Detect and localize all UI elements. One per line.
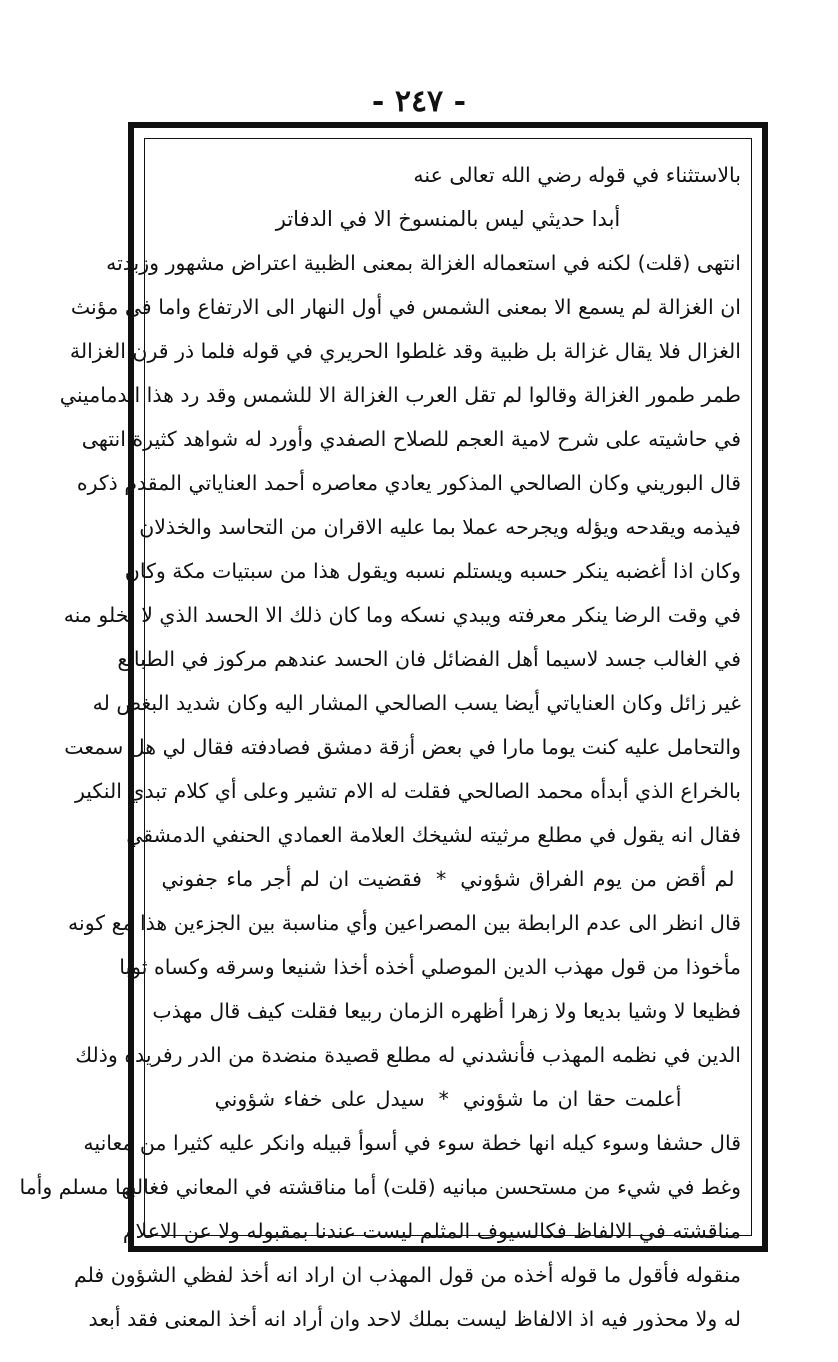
verse-line: أبدا حديثي ليس بالمنسوخ الا في الدفاتر: [275, 207, 621, 231]
verse-hemistich-second: فقضيت ان لم أجر ماء جفوني: [161, 867, 422, 891]
text-line: قال انظر الى عدم الرابطة بين المصراعين وأي مناسبة بين الجزءين هذا مع كونه: [68, 911, 741, 935]
text-line: قال حشفا وسوء كيله انها خطة سوء في أسوأ قبيله وانكر عليه كثيرا من معانيه: [83, 1131, 741, 1155]
text-line: في حاشيته على شرح لامية العجم للصلاح الصفدي وأورد له شواهد كثيرة انتهى: [81, 427, 741, 451]
text-line: انتهى (قلت) لكنه في استعماله الغزالة بمعنى الظبية اعتراض مشهور وزبدته: [106, 251, 741, 275]
verse-hemistich-first: أعلمت حقا ان ما شؤوني: [462, 1087, 682, 1111]
verse-line: [155, 857, 741, 901]
text-line: منقوله فأقول ما قوله أخذه من قول المهذب ان اراد انه أخذ لفظي الشؤون فلم: [73, 1263, 741, 1287]
text-line: طمر طمور الغزالة وقالوا لم تقل العرب الغزالة الا للشمس وقد رد هذا الدماميني: [59, 383, 741, 407]
text-line: ان الغزالة لم يسمع الا بمعنى الشمس في أول النهار الى الارتفاع واما في مؤنث: [70, 295, 741, 319]
text-line: الدين في نظمه المهذب فأنشدني له مطلع قصيدة منضدة من الدر رفريده وذلك: [75, 1043, 741, 1067]
inner-border: [19, 138, 752, 1331]
text-line: بالخراع الذي أبدأه محمد الصالحي فقلت له الام تشير وعلى أي كلام تبدي النكير: [74, 779, 741, 803]
text-line: مناقشته في الالفاظ فكالسيوف المثلم ليست عندنا بمقبوله ولا عن الاعلام: [122, 1219, 741, 1243]
verse-line: [155, 1077, 741, 1121]
text-line: بالاستثناء في قوله رضي الله تعالى عنه: [413, 163, 741, 187]
text-line: فقال انه يقول في مطلع مرثيته لشيخك العلامة العمادي الحنفي الدمشقي: [126, 823, 741, 847]
text-line: فظيعا لا وشيا بديعا ولا زهرا أظهره الزمان ربيعا فقلت كيف قال مهذب: [152, 999, 741, 1023]
text-block: [19, 153, 741, 1341]
text-line: وغط في شيء من مستحسن مبانيه (قلت) أما مناقشته في المعاني فغالبها مسلم وأما: [19, 1175, 741, 1199]
text-line: الغزال فلا يقال غزالة بل ظبية وقد غلطوا الحريري في قوله فلما ذر قرن الغزالة: [69, 339, 741, 363]
text-line: فيذمه ويقدحه ويؤله ويجرحه عملا بما عليه الاقران من التحاسد والخذلان: [139, 515, 741, 539]
text-line: له ولا محذور فيه اذ الالفاظ ليست بملك لاحد وان أراد انه أخذ المعنى فقد أبعد: [88, 1307, 741, 1331]
verse-hemistich-first: لم أقض من يوم الفراق شؤوني: [460, 867, 735, 891]
text-line: والتحامل عليه كنت يوما مارا في بعض أزقة دمشق فصادفته فقال لي هل سمعت: [64, 735, 741, 759]
text-line: وكان اذا أغضبه ينكر حسبه ويستلم نسبه ويقول هذا من سبتيات مكة وكان: [124, 559, 741, 583]
verse-hemistich-second: سيدل على خفاء شؤوني: [214, 1087, 425, 1111]
text-line: قال البوريني وكان الصالحي المذكور يعادي معاصره أحمد العناياتي المقدم ذكره: [76, 471, 741, 495]
text-line: مأخوذا من قول مهذب الدين الموصلي أخذه أخذا شنيعا وسرقه وكساه ثوبا: [119, 955, 741, 979]
page-number: - ٢٤٧ -: [371, 84, 467, 119]
verse-separator: *: [435, 867, 447, 891]
verse-separator: *: [438, 1087, 449, 1111]
page-frame: [19, 122, 768, 1331]
text-line: في الغالب جسد لاسيما أهل الفضائل فان الحسد عندهم مركوز في الطبائع: [117, 647, 741, 671]
text-line: في وقت الرضا ينكر معرفته ويبدي نسكه وما كان ذلك الا الحسد الذي لا يخلو منه: [63, 603, 741, 627]
text-line: غير زائل وكان العناياتي أيضا يسب الصالحي المشار اليه وكان شديد البغض له: [92, 691, 741, 715]
